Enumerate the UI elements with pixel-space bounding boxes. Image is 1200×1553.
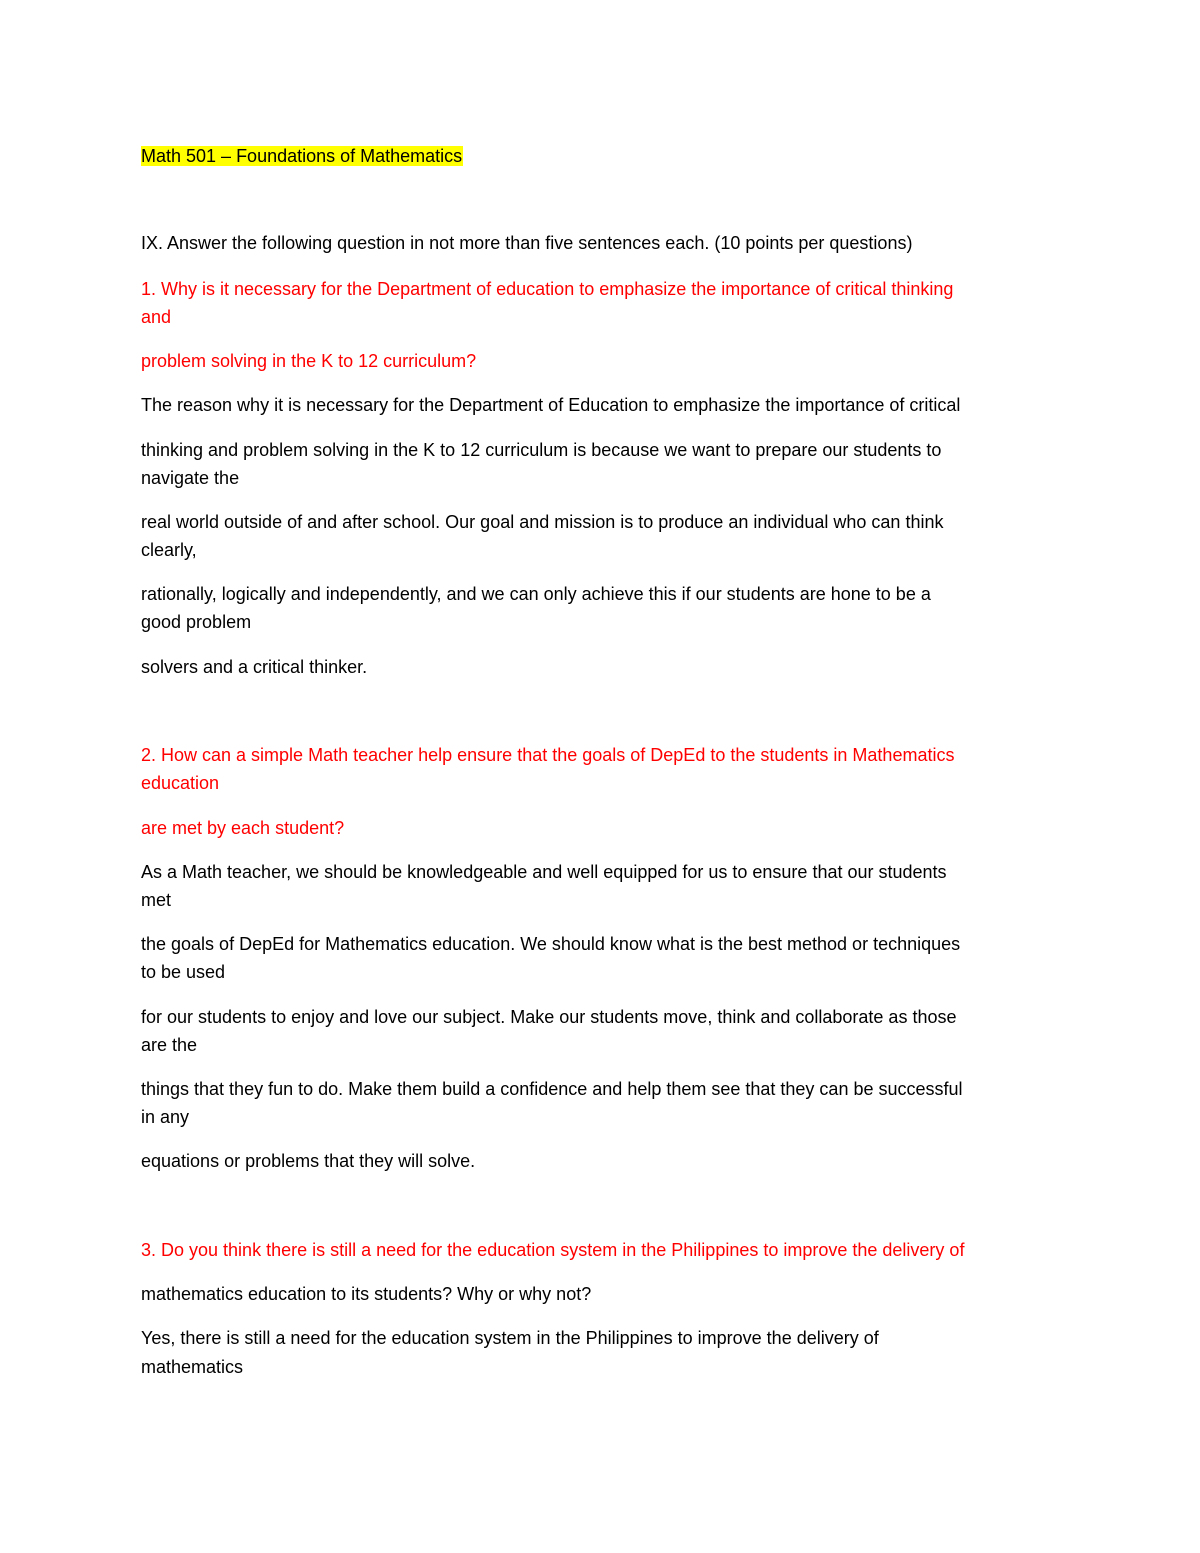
answer-3-line-3: mathematics	[141, 1357, 244, 1377]
answer-1-line-2: thinking and problem solving in the K to 12 curriculum is because we want to prepare our students to	[141, 440, 942, 460]
answer-1-line-3: navigate the	[141, 468, 240, 488]
answer-2-line-3: the goals of DepEd for Mathematics education. We should know what is the best method or techniques	[141, 934, 961, 954]
question-2-line-1: 2. How can a simple Math teacher help ensure that the goals of DepEd to the students in Mathematics	[141, 745, 955, 765]
answer-2-line-5: for our students to enjoy and love our subject. Make our students move, think and collaborate as those	[141, 1007, 957, 1027]
answer-2-line-8: in any	[141, 1107, 190, 1127]
answer-3-line-1: mathematics education to its students? Why or why not?	[141, 1284, 592, 1304]
answer-2-line-6: are the	[141, 1035, 198, 1055]
answer-2-line-1: As a Math teacher, we should be knowledgeable and well equipped for us to ensure that our students	[141, 862, 947, 882]
answer-2-line-9: equations or problems that they will solve.	[141, 1151, 476, 1171]
question-3-line-1: 3. Do you think there is still a need for the education system in the Philippines to improve the delivery of	[141, 1240, 965, 1260]
answer-1-line-4: real world outside of and after school. Our goal and mission is to produce an individual who can think	[141, 512, 944, 532]
answer-1-line-7: good problem	[141, 612, 252, 632]
question-1-line-1: 1. Why is it necessary for the Department of education to emphasize the importance of critical thinking	[141, 279, 954, 299]
answer-2-line-4: to be used	[141, 962, 226, 982]
answer-3-line-2: Yes, there is still a need for the education system in the Philippines to improve the delivery of	[141, 1328, 879, 1348]
answer-1-line-6: rationally, logically and independently, and we can only achieve this if our students are hone to be a	[141, 584, 931, 604]
question-1-line-2: and	[141, 307, 172, 327]
question-2-line-3: are met by each student?	[141, 818, 345, 838]
answer-2-line-7: things that they fun to do. Make them build a confidence and help them see that they can be successful	[141, 1079, 963, 1099]
answer-1-line-5: clearly,	[141, 540, 197, 560]
instructions: IX. Answer the following question in not more than five sentences each. (10 points per questions)	[141, 233, 913, 253]
answer-2-line-2: met	[141, 890, 172, 910]
question-2-line-2: education	[141, 773, 220, 793]
title-highlight: Math 501 – Foundations of Mathematics	[141, 146, 463, 166]
document-title	[141, 142, 463, 170]
question-1-line-3: problem solving in the K to 12 curriculum?	[141, 351, 477, 371]
answer-1-line-1: The reason why it is necessary for the Department of Education to emphasize the importance of critical	[141, 395, 961, 415]
answer-1-line-8: solvers and a critical thinker.	[141, 657, 368, 677]
